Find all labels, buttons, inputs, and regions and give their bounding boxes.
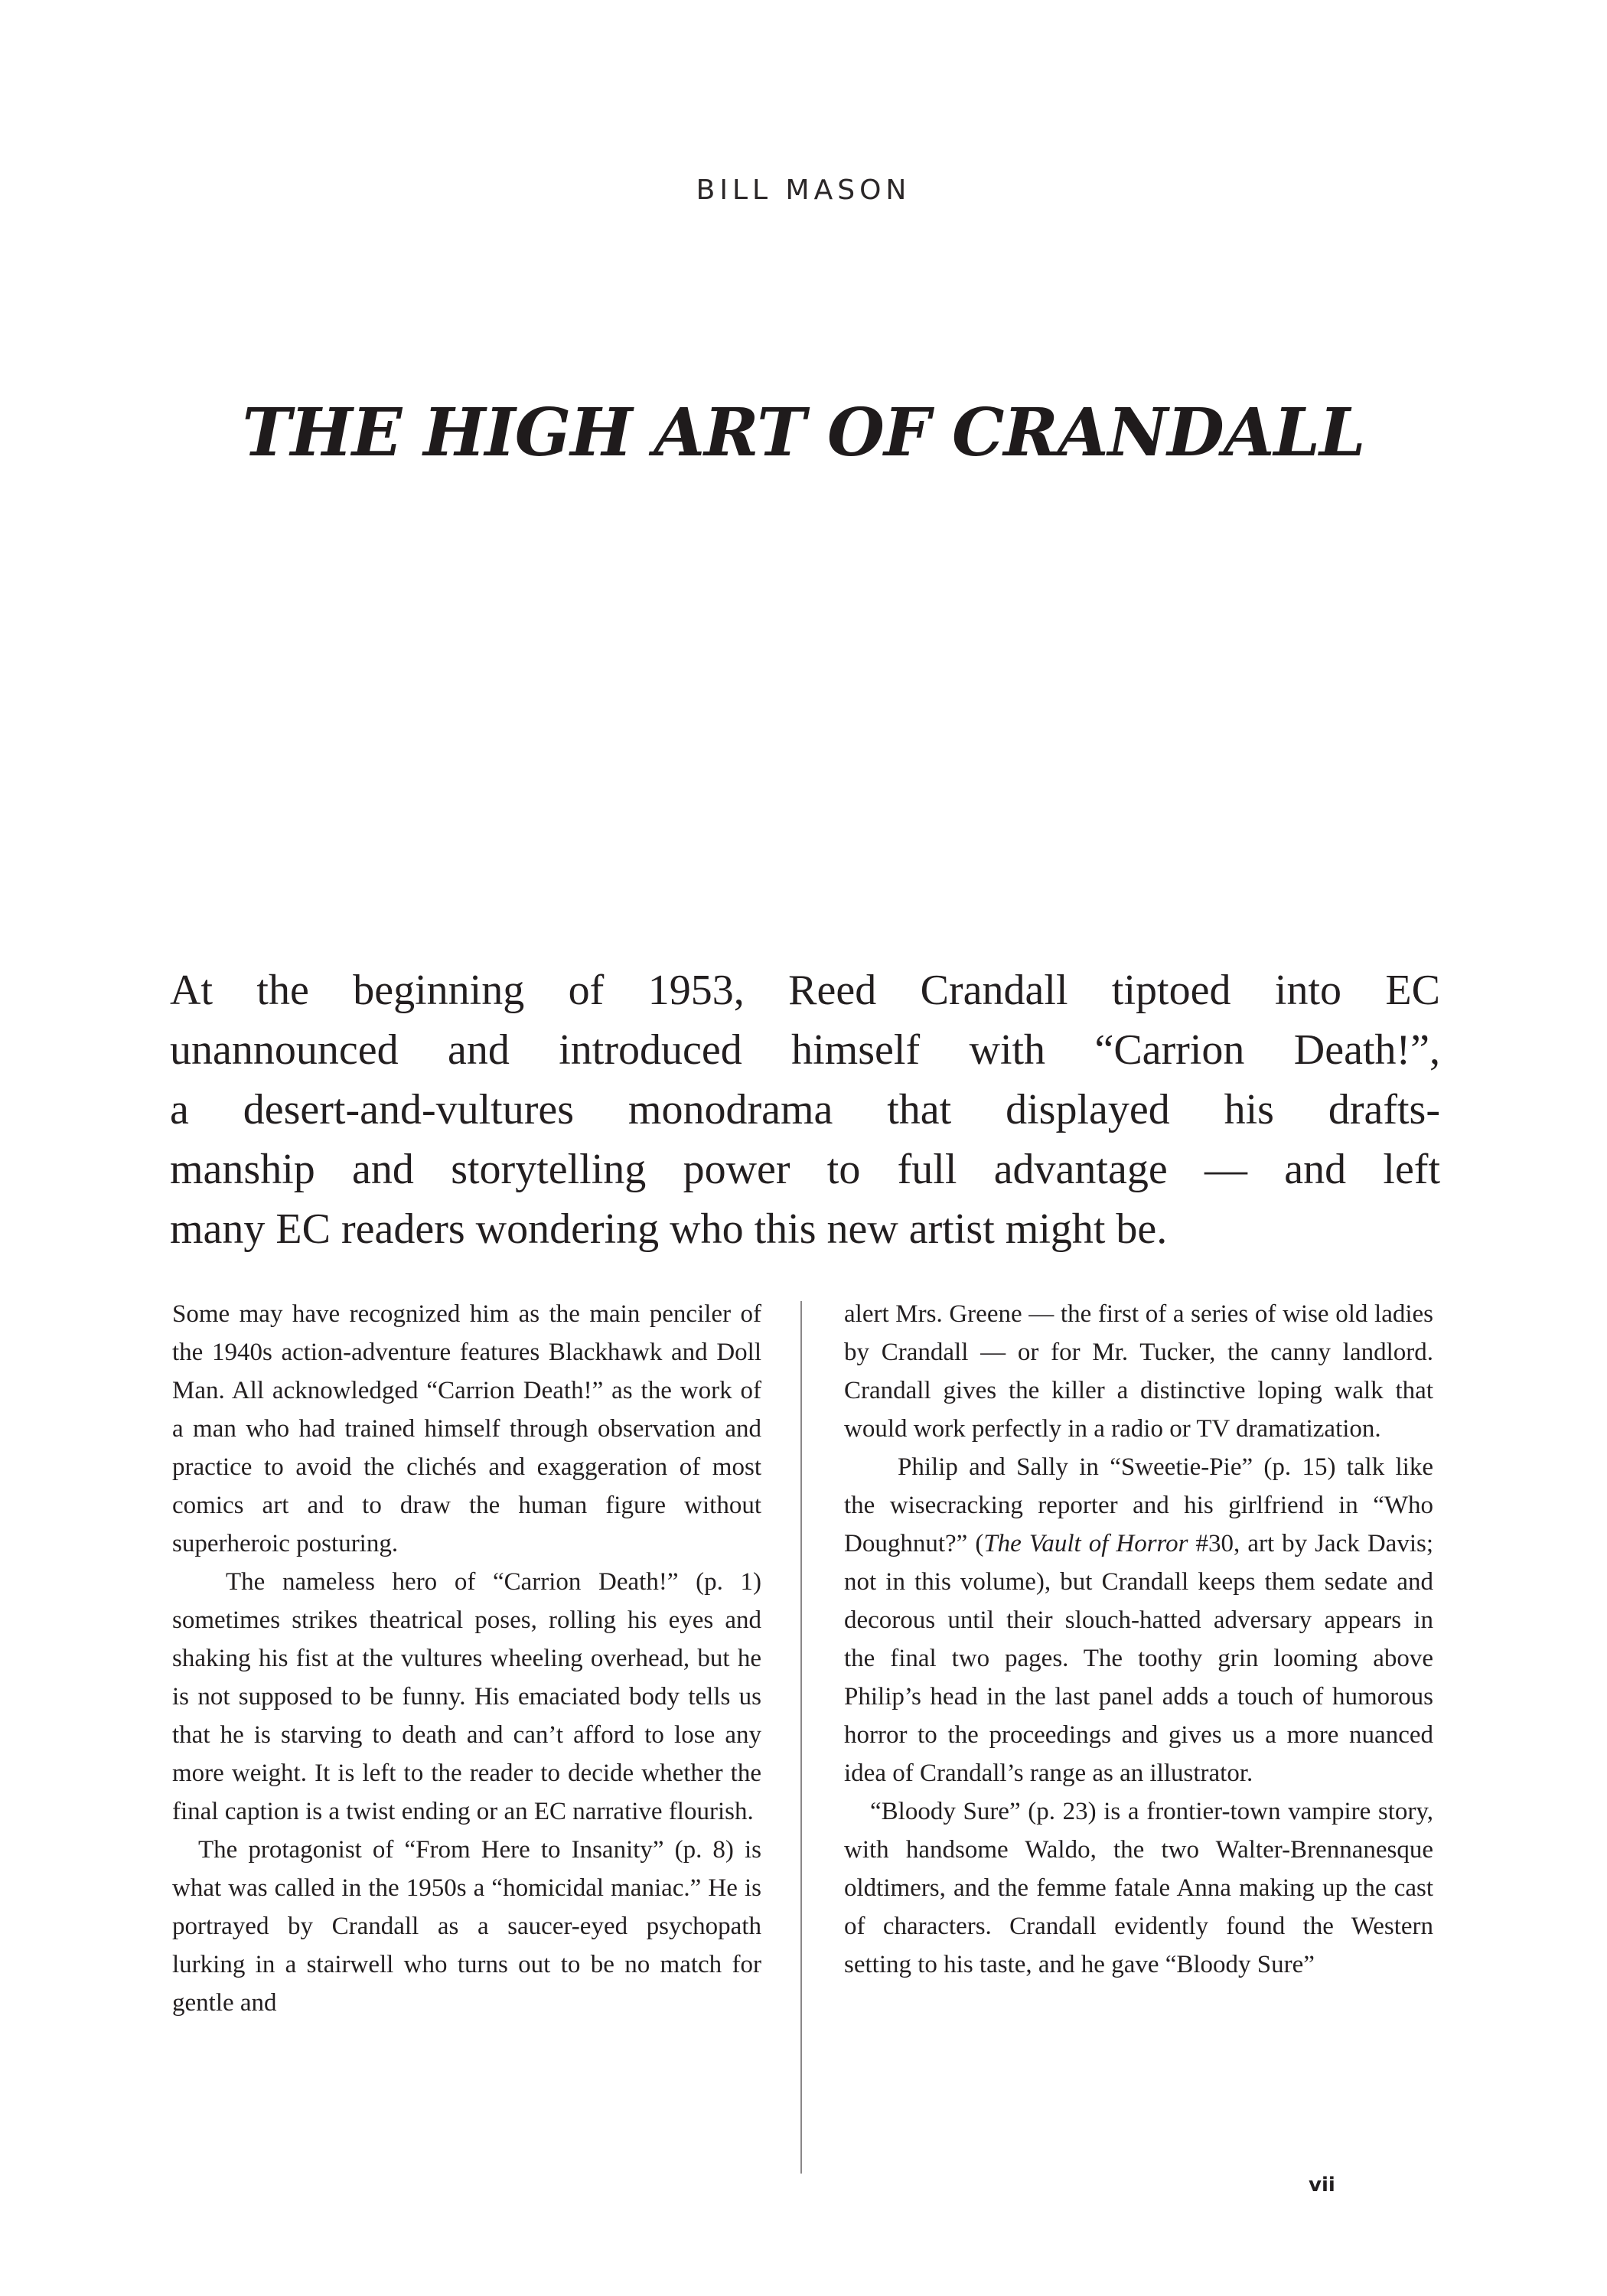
lede-line: unannounced and introduced himself with “Carrion Death!”, (170, 1026, 1440, 1074)
italic-title: The Vault of Horror (983, 1530, 1188, 1557)
paragraph-text: Philip and Sally in “Sweetie-Pie” (p. 15) talk like the wisecracking reporter and his girlfriend in “Who Doughnut?” ( (844, 1453, 1433, 1557)
author-name: BILL MASON (696, 174, 911, 206)
body-column-left (172, 1295, 761, 2022)
body-paragraph: Some may have recognized him as the main penciler of the 1940s action-adventure features Blackhawk and Doll Man. All acknowledged “Carrion Death!” as the work of a man who had trained himself through observation and practice to avoid the clichés and exaggeration of most comics art and to draw the human figure without superheroic posturing. (172, 1300, 761, 1557)
lede-paragraph (170, 960, 1440, 1259)
lede-line: manship and storytelling power to full advantage — and left (170, 1146, 1440, 1193)
body-paragraph: The nameless hero of “Carrion Death!” (p. 1) sometimes strikes theatrical poses, rolling his eyes and shaking his fist at the vultures wheeling overhead, but he is not supposed to be funny. His emaciated body tells us that he is starving to death and can’t afford to lose any more weight. It is left to the reader to decide whether the final caption is a twist ending or an EC narrative flourish. (172, 1568, 761, 1825)
lede-line: At the beginning of 1953, Reed Crandall tiptoed into EC (170, 967, 1440, 1014)
chapter-title: THE HIGH ART OF CRANDALL (242, 394, 1365, 471)
column-divider (800, 1301, 802, 2174)
body-paragraph: The protagonist of “From Here to Insanity” (p. 8) is what was called in the 1950s a “homicidal maniac.” He is portrayed by Crandall as a saucer-eyed psychopath lurking in a stairwell who turns out to be no match for gentle and (172, 1836, 761, 2017)
page-number: vii (1309, 2174, 1335, 2197)
lede-line: many EC readers wondering who this new artist might be. (170, 1205, 1168, 1253)
body-paragraph (844, 1448, 1433, 1792)
lede-line: a desert-and-vultures monodrama that displayed his drafts- (170, 1086, 1440, 1133)
paragraph-text: #30, art by Jack Davis; not in this volume), but Crandall keeps them sedate and decorous until their slouch-hatted adversary appears in the final two pages. The toothy grin looming above Philip’s head in the last panel adds a touch of humorous horror to the proceedings and gives us a more nuanced idea of Crandall’s range as an illustrator. (844, 1530, 1433, 1787)
body-column-right (844, 1295, 1433, 1984)
body-paragraph: “Bloody Sure” (p. 23) is a frontier-town vampire story, with handsome Waldo, the two Walter-Brennanesque oldtimers, and the femme fatale Anna making up the cast of characters. Crandall evidently found the Western setting to his taste, and he gave “Bloody Sure” (844, 1798, 1433, 1978)
body-paragraph: alert Mrs. Greene — the first of a series of wise old ladies by Crandall — or for Mr. Tucker, the canny landlord. Crandall gives the killer a distinctive loping walk that would work perfectly in a radio or TV dramatization. (844, 1300, 1433, 1443)
